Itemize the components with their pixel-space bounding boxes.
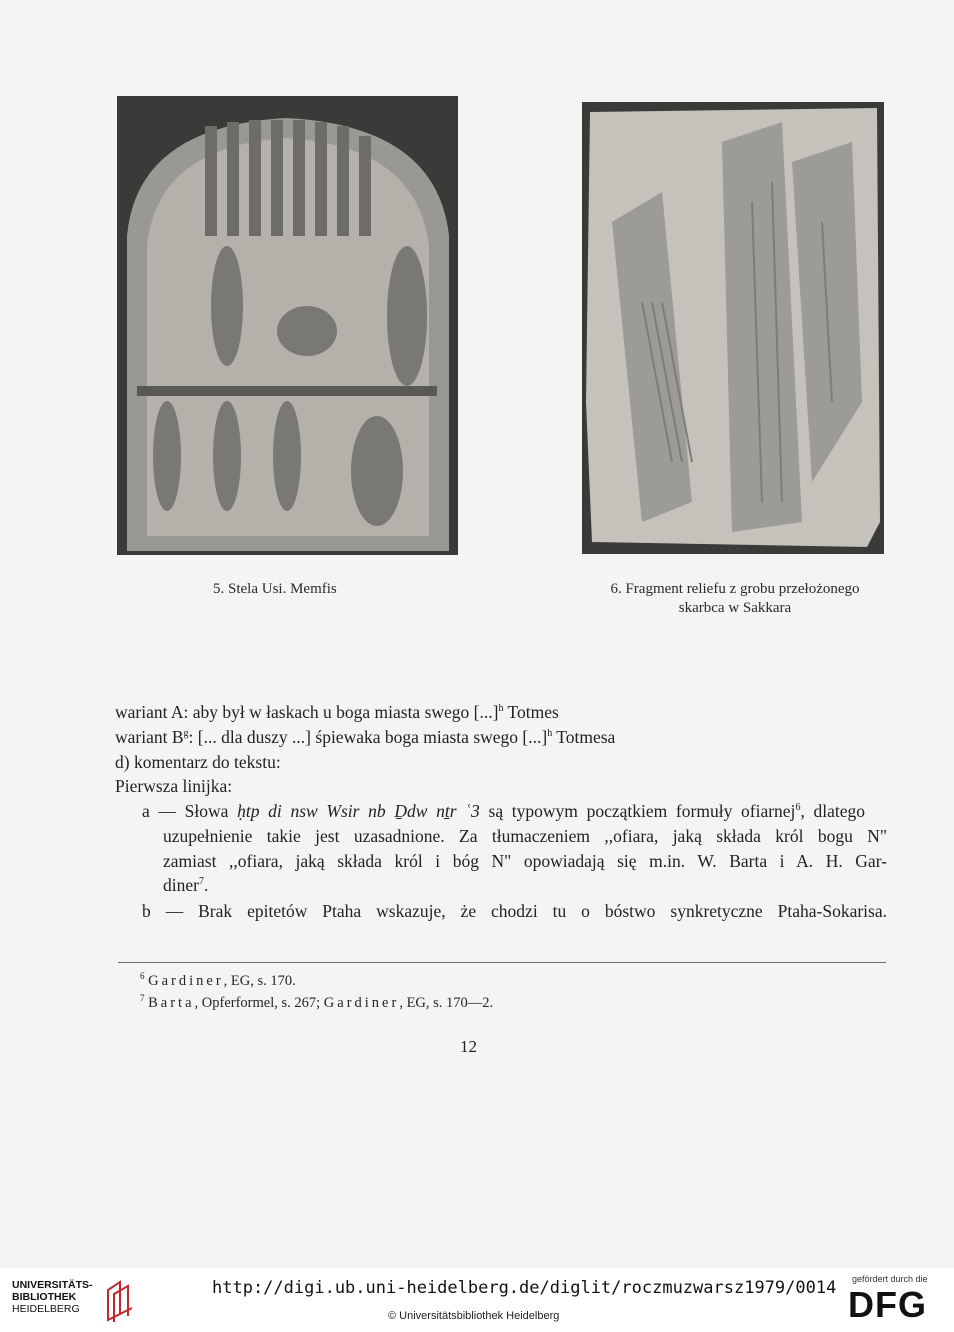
note-b-line: b — Brak epitetów Ptaha wskazuje, że chodzi tu o bóstwo synkretyczne Ptaha-Sokarisa. — [142, 901, 887, 921]
funded-by-label: gefördert durch die — [852, 1274, 928, 1284]
stela-photo — [117, 96, 458, 555]
permalink-url[interactable]: http://digi.ub.uni-heidelberg.de/diglit/roczmuzwarsz1979/0014 — [212, 1278, 837, 1298]
relief-fragment-photo — [582, 102, 884, 554]
footnote-6: $^6$ Gardiner, EG, s. 170. — [140, 971, 296, 989]
library-name[interactable] — [12, 1279, 93, 1315]
library-logo-icon[interactable] — [104, 1280, 134, 1324]
note-a-line3: zamiast ,,ofiara, jaką składa król i bóg N" opowiadają się m.in. W. Barta i A. H. Gar- — [163, 851, 887, 871]
dfg-logo[interactable]: DFG — [848, 1284, 927, 1325]
note-a-line4: diner$^7$. — [163, 875, 209, 895]
library-name-line3: HEIDELBERG — [12, 1303, 80, 1315]
page-number: 12 — [460, 1037, 477, 1056]
figure-6-caption — [580, 580, 890, 618]
figure-5-caption: 5. Stela Usi. Memfis — [213, 581, 337, 597]
footnote-rule — [118, 962, 886, 963]
figure-6-caption-line2: skarbca w Sakkara — [678, 600, 792, 616]
first-line-heading: Pierwsza linijka: — [115, 776, 233, 796]
variant-a-line: wariant A: aby był w łaskach u boga miasta swego [...]$^h$ Totmes — [115, 702, 559, 722]
figure-6-caption-line1: 6. Fragment reliefu z grobu przełożonego — [610, 581, 860, 597]
footnote-7: $^7$ Barta, Opferformel, s. 267; Gardiner, EG, s. 170—2. — [140, 993, 494, 1011]
note-a-line1: a — Słowa ḥtp di nsw Wsir nb Ḏdw nṯr ʿ3 są typowym początkiem formuły ofiarnej$^6$, dlatego — [142, 801, 866, 821]
library-name-line2: BIBLIOTHEK — [12, 1291, 77, 1303]
note-a-line2: uzupełnienie takie jest uzasadnione. Za tłumaczeniem ,,ofiara, jaką składa król bogu N" — [163, 826, 887, 846]
commentary-heading: d) komentarz do tekstu: — [115, 752, 281, 772]
copyright-notice: © Universitätsbibliothek Heidelberg — [388, 1310, 560, 1322]
variant-b-line: wariant $B^g$: [... dla duszy ...] śpiewaka boga miasta swego [...]$^h$ Totmesa — [115, 727, 616, 747]
library-name-line1: UNIVERSITÄTS- — [12, 1279, 93, 1291]
